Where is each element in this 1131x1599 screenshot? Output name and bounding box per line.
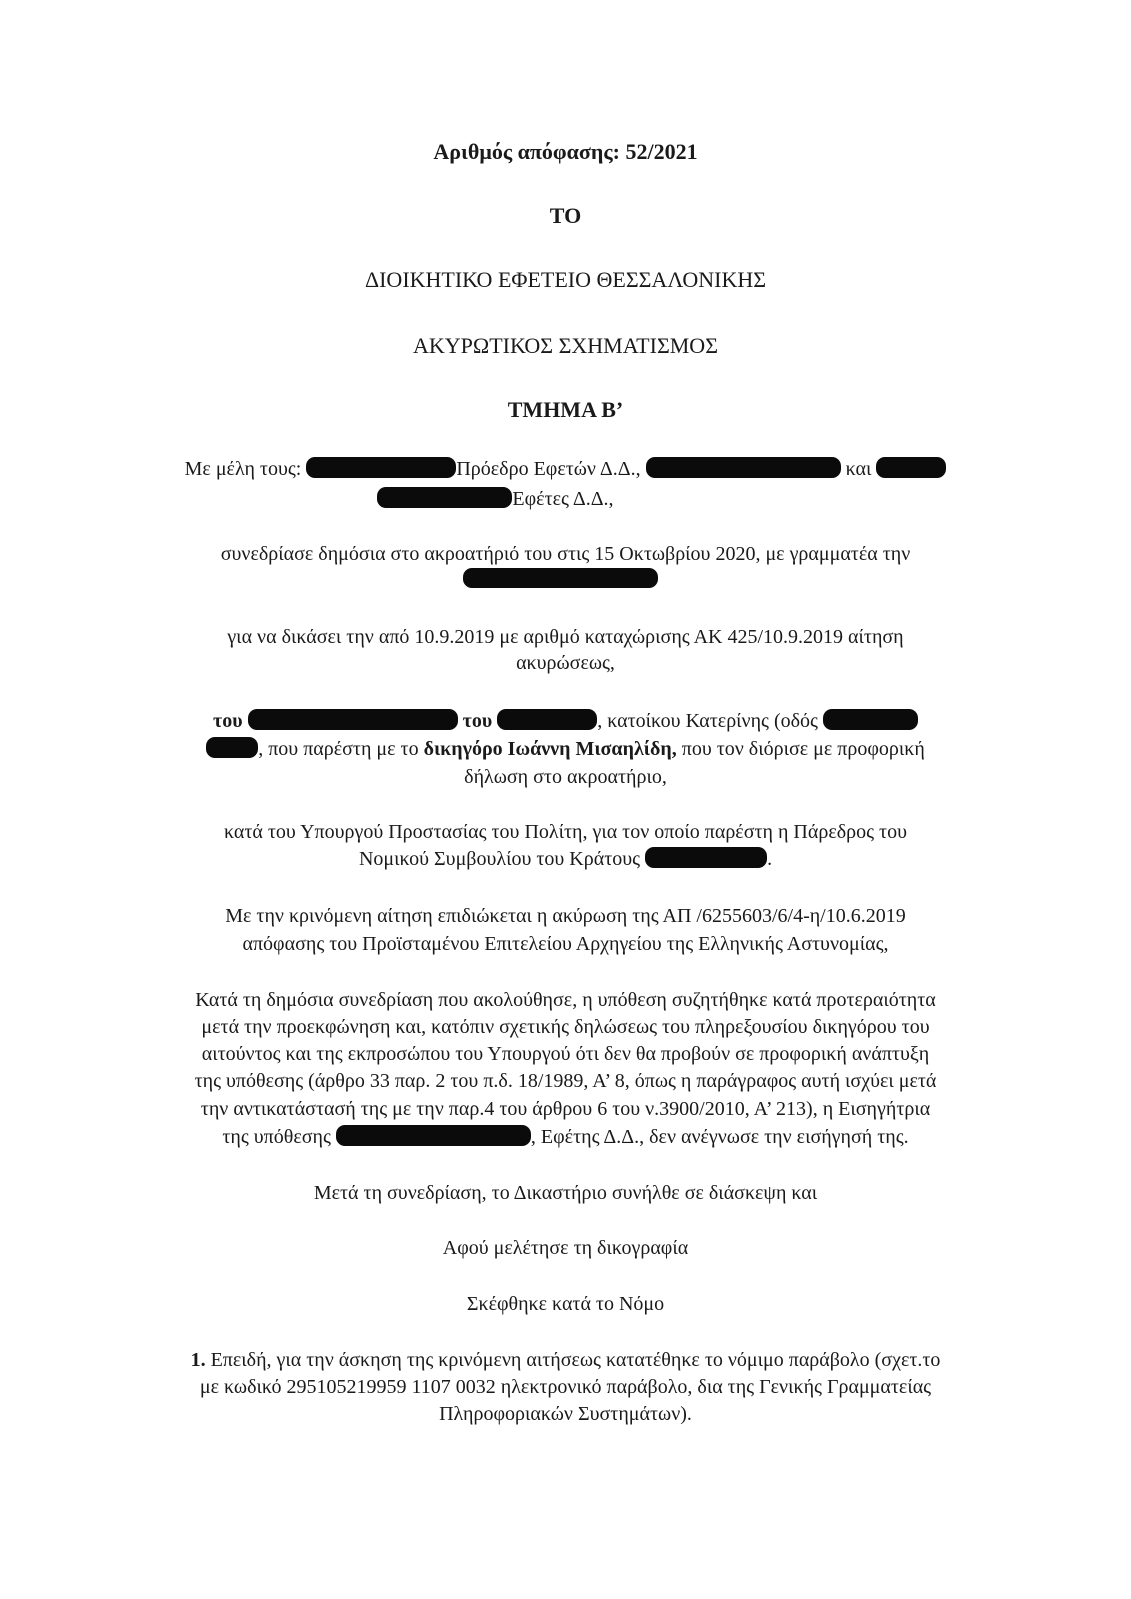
judges-role: Εφέτες Δ.Δ., [512, 488, 614, 510]
section-name: ΤΜΗΜΑ Β’ [507, 397, 624, 422]
hearing-rapporteur: , Εφέτης Δ.Δ., δεν ανέγνωσε την εισήγησή της. [530, 1126, 909, 1148]
hearing-line-5: την αντικατάστασή της με την παρ.4 του άρθρου 6 του ν.3900/2010, Α’ 213), η Εισηγήτρια [200, 1098, 931, 1120]
applicant-appeared: , που παρέστη με το [258, 738, 419, 760]
case-line-1: για να δικάσει την από 10.9.2019 με αριθμό καταχώρισης ΑΚ 425/10.9.2019 αίτηση [227, 626, 904, 648]
redaction [336, 1125, 531, 1146]
applicant-line-2 [0, 736, 1131, 762]
hearing-line-1: Κατά τη δημόσια συνεδρίαση που ακολούθησε, η υπόθεση συζητήθηκε κατά προτεραιότητα [195, 989, 936, 1011]
hearing-line-4: της υπόθεσης (άρθρο 33 παρ. 2 του π.δ. 18/1989, Α’ 8, όπως η παράγραφος αυτή ισχύει μετά [194, 1070, 937, 1092]
applicant-appointed: που τον διόρισε με προφορική [681, 738, 925, 760]
applicant-resident: , κατοίκου Κατερίνης (οδός [597, 710, 818, 732]
court-name: ΔΙΟΙΚΗΤΙΚΟ ΕΦΕΤΕΙΟ ΘΕΣΣΑΛΟΝΙΚΗΣ [364, 267, 767, 292]
redaction [206, 737, 258, 758]
studied-line: Αφού μελέτησε τη δικογραφία [442, 1237, 689, 1259]
applicant-lawyer: δικηγόρο Ιωάννη Μισαηλίδη, [423, 738, 677, 760]
applicant-tou-2: του [462, 710, 493, 732]
redaction [463, 568, 658, 588]
paragraph-1-text: Επειδή, για την άσκηση της κρινόμενη αιτήσεως κατατέθηκε το νόμιμο παράβολο (σχετ.το [210, 1349, 941, 1371]
hearing-line-6 [0, 1124, 1131, 1150]
hearing-line-2: μετά την προεκφώνηση και, κατόπιν σχετικής δηλώσεως του πληρεξουσίου δικηγόρου του [201, 1016, 930, 1038]
case-line-2: ακυρώσεως, [516, 652, 615, 674]
members-line-2 [0, 486, 1061, 512]
applicant-line-3: δήλωση στο ακροατήριο, [464, 766, 667, 788]
redaction [645, 847, 767, 868]
formation-name: ΑΚΥΡΩΤΙΚΟΣ ΣΧΗΜΑΤΙΣΜΟΣ [412, 333, 718, 358]
hearing-case-of: της υπόθεσης [222, 1126, 331, 1148]
redaction [248, 709, 458, 730]
paragraph-1-line-1 [0, 1347, 1131, 1373]
clerk-redaction-line [0, 566, 1126, 592]
session-line: συνεδρίασε δημόσια στο ακροατήριό του στις 15 Οκτωβρίου 2020, με γραμματέα την [220, 543, 911, 565]
members-line-1 [0, 456, 1131, 482]
considered-line: Σκέφθηκε κατά το Νόμο [466, 1293, 665, 1315]
redaction [876, 457, 946, 478]
object-line-2: απόφασης του Προϊσταμένου Επιτελείου Αρχηγείου της Ελληνικής Αστυνομίας, [242, 933, 889, 955]
applicant-line-1 [0, 708, 1131, 734]
redaction [377, 487, 512, 508]
respondent-end: . [767, 848, 773, 870]
applicant-tou: του [213, 710, 243, 732]
members-prefix: Με μέλη τους: [184, 458, 302, 480]
object-line-1: Με την κρινόμενη αίτηση επιδιώκεται η ακύρωση της ΑΠ /6255603/6/4-η/10.6.2019 [225, 905, 906, 927]
redaction [497, 709, 597, 730]
deliberation-line: Μετά τη συνεδρίαση, το Δικαστήριο συνήλθε σε διάσκεψη και [313, 1182, 818, 1204]
redaction [646, 457, 841, 478]
redaction [823, 709, 918, 730]
redaction [306, 457, 456, 478]
decision-number: Αριθμός απόφασης: 52/2021 [433, 139, 698, 164]
paragraph-1-line-3: Πληροφοριακών Συστημάτων). [439, 1403, 692, 1425]
paragraph-number: 1. [190, 1349, 206, 1371]
respondent-line-1: κατά του Υπουργού Προστασίας του Πολίτη, για τον οποίο παρέστη η Πάρεδρος του [223, 821, 907, 843]
respondent-line-2 [0, 846, 1131, 872]
respondent-council: Νομικού Συμβουλίου του Κράτους [358, 848, 641, 870]
members-and: και [845, 458, 872, 480]
heading-the: ΤΟ [549, 203, 582, 228]
hearing-line-3: αιτούντος και της εκπροσώπου του Υπουργού ότι δεν θα προβούν σε προφορική ανάπτυξη [201, 1043, 930, 1065]
paragraph-1-line-2: με κωδικό 295105219959 1107 0032 ηλεκτρονικό παράβολο, δια της Γενικής Γραμματείας [199, 1376, 932, 1398]
president-role: Πρόεδρο Εφετών Δ.Δ., [456, 458, 641, 480]
